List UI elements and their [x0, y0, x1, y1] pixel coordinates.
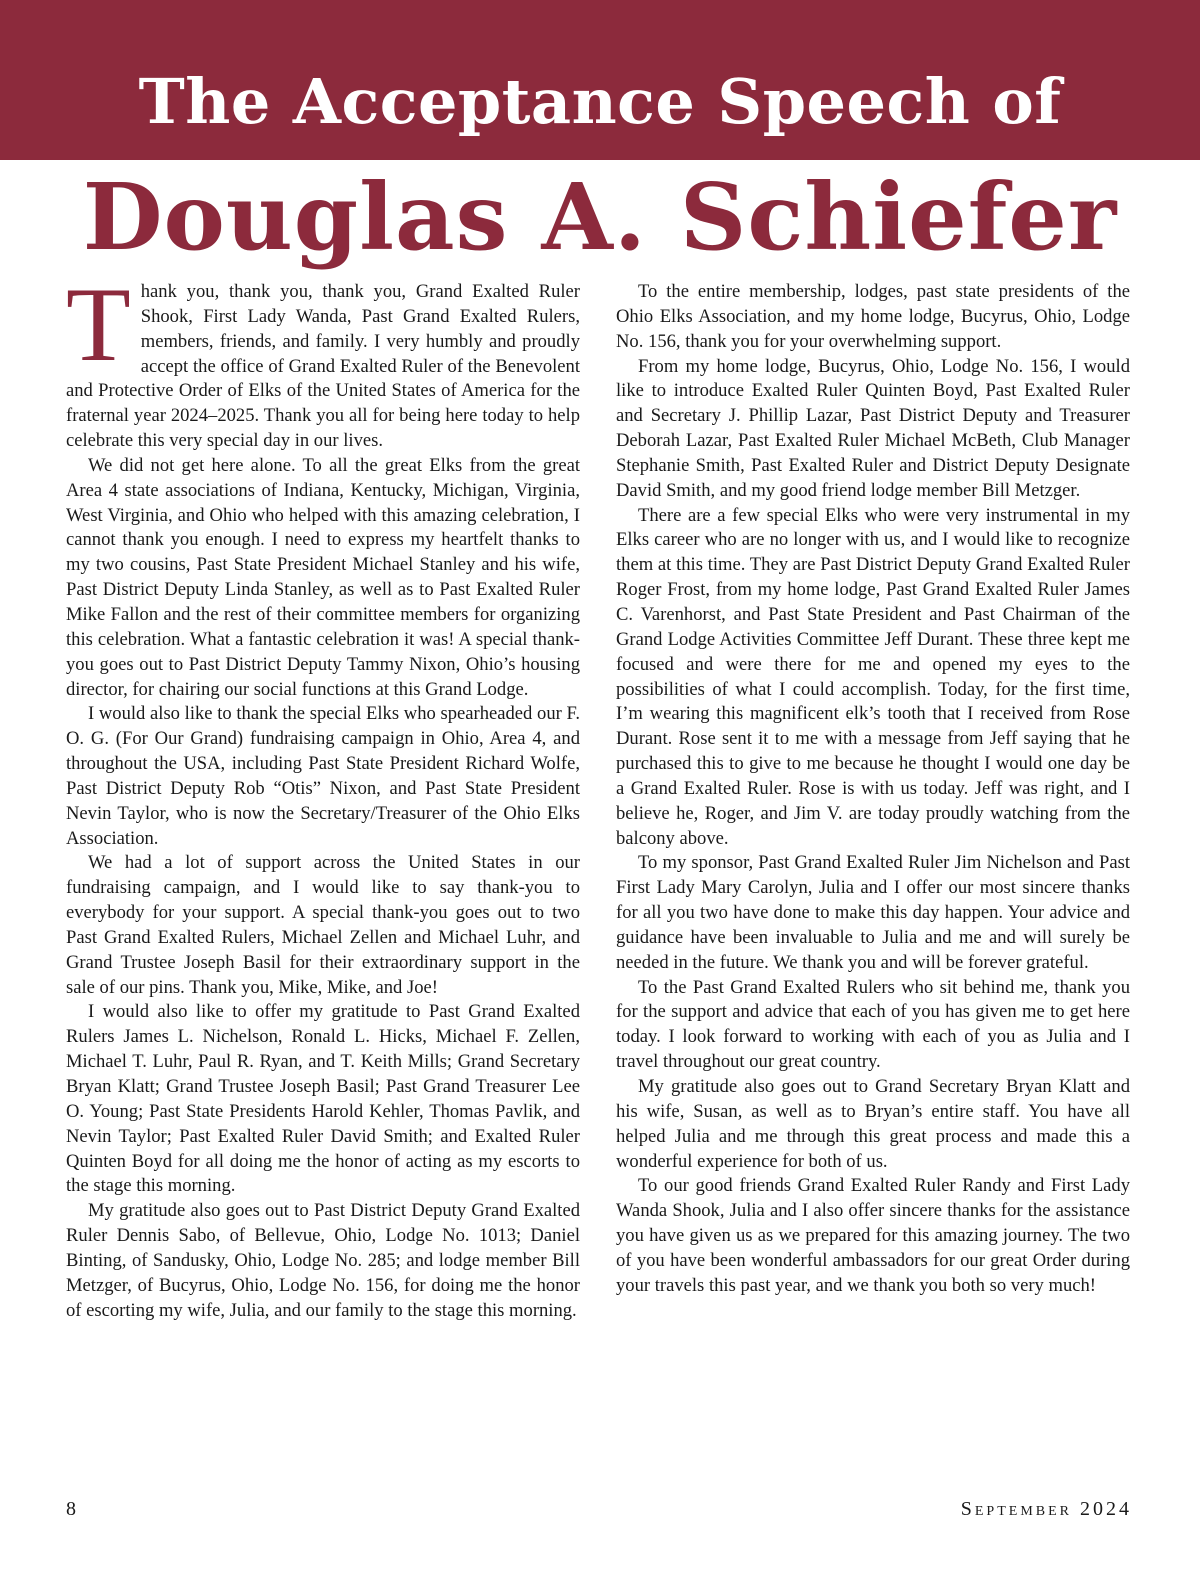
article-paragraph: To my sponsor, Past Grand Exalted Ruler Jim Nichelson and Past First Lady Mary Carolyn, Julia and I offer our most sincere thanks for all you two have done to make this day happen. Your advice and guidance have been invaluable to Julia and me and will surely be needed in the future. We thank you and will be forever grateful.	[616, 852, 1130, 973]
article-paragraph: My gratitude also goes out to Grand Secretary Bryan Klatt and his wife, Susan, as well as to Bryan’s entire staff. You have all helped Julia and me through this great process and made this a wonderful experience for both of us.	[616, 1076, 1130, 1172]
article-paragraph: To the Past Grand Exalted Rulers who sit behind me, thank you for the support and advice that each of you has given me to get here today. I look forward to working with each of you as Julia and I travel throughout our great country.	[616, 976, 1130, 1073]
article-column-left	[66, 266, 580, 1323]
article-paragraph: There are a few special Elks who were very instrumental in my Elks career who are no longer with us, and I would like to recognize them at this time. They are Past District Deputy Grand Exalted Ruler Roger Frost, from my home lodge, Past Grand Exalted Ruler James C. Varenhorst, and Past State President and Past Chairman of the Grand Lodge Activities Committee Jeff Durant. These three kept me focused and were there for me and opened my eyes to the possibilities of what I could accomplish. Today, for the first time, I’m wearing this magnificent elk’s tooth that I received from Rose Durant. Rose sent it to me with a message from Jeff saying that he purchased this to give to me because he thought I would one day be a Grand Exalted Ruler. Rose is with us today. Jeff was right, and I believe he, Roger, and Jim V. are today proudly watching from the balcony above.	[616, 504, 1130, 849]
paragraph-text: hank you, thank you, thank you, Grand Exalted Ruler Shook, First Lady Wanda, Past Grand Exalted Rulers, members, friends, and family. I very humbly and proudly accept the office of Grand Exalted Ruler of the Benevolent and Protective Order of Elks of the United States of America for the fraternal year 2024–2025. Thank you all for being here today to help celebrate this very special day in our lives.	[66, 281, 580, 452]
article-paragraph: To our good friends Grand Exalted Ruler Randy and First Lady Wanda Shook, Julia and I also offer sincere thanks for the assistance you have given us as we prepared for this amazing journey. The two of you have been wonderful ambassadors for our great Order during your travels this past year, and we thank you both so very much!	[616, 1175, 1130, 1296]
issue-date: September 2024	[960, 1498, 1132, 1520]
article-column-right	[616, 280, 1130, 1299]
article-paragraph: From my home lodge, Bucyrus, Ohio, Lodge No. 156, I would like to introduce Exalted Ruler Quinten Boyd, Past Exalted Ruler and Secretary J. Phillip Lazar, Past District Deputy and Treasurer Deborah Lazar, Past Exalted Ruler Michael McBeth, Club Manager Stephanie Smith, Past Exalted Ruler and District Deputy Designate David Smith, and my good friend lodge member Bill Metzger.	[616, 355, 1130, 501]
article-paragraph: I would also like to thank the special Elks who spearheaded our F. O. G. (For Our Grand) fundraising campaign in Ohio, Area 4, and throughout the USA, including Past State President Richard Wolfe, Past District Deputy Rob “Otis” Nixon, and Past State President Nevin Taylor, who is now the Secretary/Treasurer of the Ohio Elks Association.	[66, 703, 580, 849]
article-paragraph	[66, 266, 580, 454]
drop-cap: T	[66, 266, 131, 383]
page-title: The Acceptance Speech of	[138, 65, 1062, 138]
page-number: 8	[66, 1498, 76, 1520]
article-paragraph: We did not get here alone. To all the great Elks from the great Area 4 state associations of Indiana, Kentucky, Michigan, Virginia, West Virginia, and Ohio who helped with this amazing celebration, I cannot thank you enough. I need to express my heartfelt thanks to my two cousins, Past State President Michael Stanley and his wife, Past District Deputy Linda Stanley, as well as to Past Exalted Ruler Mike Fallon and the rest of their committee members for organizing this celebration. What a fantastic celebration it was! A special thank-you goes out to Past District Deputy Tammy Nixon, Ohio’s housing director, for chairing our social functions at this Grand Lodge.	[66, 454, 580, 700]
article-paragraph: To the entire membership, lodges, past state presidents of the Ohio Elks Association, and my home lodge, Bucyrus, Ohio, Lodge No. 156, thank you for your overwhelming support.	[616, 281, 1130, 352]
speaker-name-title: Douglas A. Schiefer	[82, 163, 1118, 271]
article-paragraph: We had a lot of support across the United States in our fundraising campaign, and I would like to say thank-you to everybody for your support. A special thank-you goes out to two Past Grand Exalted Rulers, Michael Zellen and Michael Luhr, and Grand Trustee Joseph Basil for their extraordinary support in the sale of our pins. Thank you, Mike, Mike, and Joe!	[66, 852, 580, 998]
article-paragraph: I would also like to offer my gratitude to Past Grand Exalted Rulers James L. Nichelson, Ronald L. Hicks, Michael F. Zellen, Michael T. Luhr, Paul R. Ryan, and T. Keith Mills; Grand Secretary Bryan Klatt; Grand Trustee Joseph Basil; Past Grand Treasurer Lee O. Young; Past State Presidents Harold Kehler, Thomas Pavlik, and Nevin Taylor; Past Exalted Ruler David Smith; and Exalted Ruler Quinten Boyd for all doing me the honor of acting as my escorts to the stage this morning.	[66, 1001, 580, 1197]
article-paragraph: My gratitude also goes out to Past District Deputy Grand Exalted Ruler Dennis Sabo, of Bellevue, Ohio, Lodge No. 1013; Daniel Binting, of Sandusky, Ohio, Lodge No. 285; and lodge member Bill Metzger, of Bucyrus, Ohio, Lodge No. 156, for doing me the honor of escorting my wife, Julia, and our family to the stage this morning.	[66, 1200, 580, 1321]
